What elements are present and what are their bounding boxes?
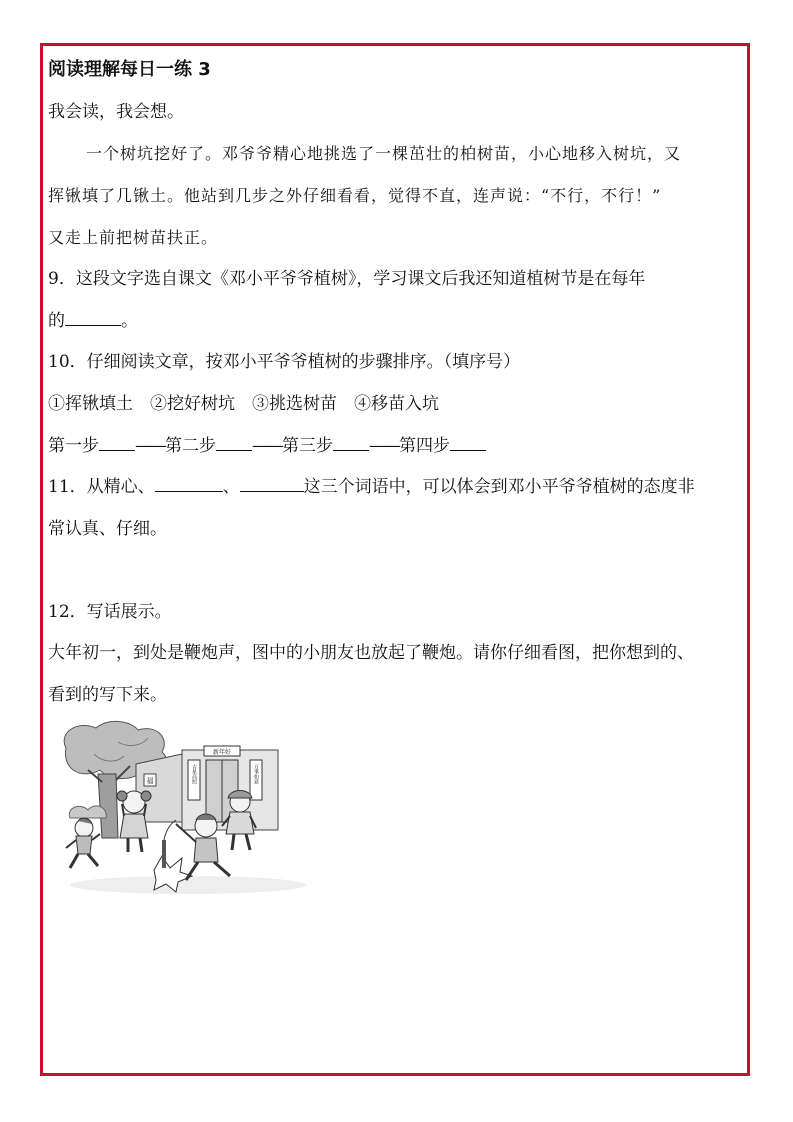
question-9-text: 9．这段文字选自课文《邓小平爷爷植树》，学习课文后我还知道植树节是在每年 (48, 269, 646, 289)
step-1-label: 第一步 (48, 436, 99, 456)
step-2-label: 第二步 (165, 436, 216, 456)
answer-blank-step-1[interactable] (99, 434, 135, 451)
passage-line-2: 挥锹填了几锹土。他站到几步之外仔细看看，觉得不直，连声说：“不行，不行！” (48, 186, 662, 205)
answer-blank-step-3[interactable] (333, 434, 369, 451)
answer-blank-q11-b[interactable] (240, 475, 304, 492)
question-12-prompt-line-1: 大年初一，到处是鞭炮声，图中的小朋友也放起了鞭炮。请你仔细看图，把你想到的、 (48, 643, 694, 663)
step-3-label: 第三步 (282, 436, 333, 456)
answer-blank-step-2[interactable] (216, 434, 252, 451)
dash-connector: —— (252, 436, 282, 456)
question-11-line-2: 常认真、仔细。 (48, 519, 167, 539)
dash-connector: —— (135, 436, 165, 456)
window-fu-label: 福 (146, 777, 154, 785)
question-12-prompt-line-2: 看到的写下来。 (48, 685, 167, 705)
step-4-label: 第四步 (399, 436, 450, 456)
passage-line-3: 又走上前把树苗扶正。 (48, 228, 219, 247)
answer-blank-q11-a[interactable] (155, 475, 223, 492)
running-child-icon (66, 818, 100, 868)
question-11-prefix: 11．从精心、 (48, 477, 155, 497)
answer-blank-q9[interactable] (65, 309, 121, 326)
question-11-suffix: 这三个词语中，可以体会到邓小平爷爷植树的态度非 (303, 477, 695, 497)
passage-line-1: 一个树坑挖好了。邓爷爷精心地挑选了一棵茁壮的柏树苗，小心地移入树坑，又 (86, 144, 682, 163)
intro-text: 我会读，我会想。 (48, 102, 184, 122)
dash-connector: —— (369, 436, 399, 456)
firecracker-illustration (58, 720, 310, 895)
question-9-answer-line (48, 309, 138, 333)
bush-icon (69, 806, 106, 818)
question-11-text (48, 475, 695, 499)
answer-blank-step-4[interactable] (450, 434, 486, 451)
page-title: 阅读理解每日一练 3 (48, 59, 211, 80)
sign-new-year-label: 新年好 (212, 749, 232, 756)
question-11-separator: 、 (222, 477, 240, 497)
question-10-text: 10．仔细阅读文章，按邓小平爷爷植树的步骤排序。（填序号） (48, 352, 521, 372)
question-9-prefix: 的 (48, 311, 65, 331)
question-10-steps (48, 434, 486, 458)
question-12-text: 12．写话展示。 (48, 602, 172, 622)
house-icon (136, 754, 182, 822)
question-10-options: ①挥锹填土 ②挖好树坑 ③挑选树苗 ④移苗入坑 (48, 394, 439, 414)
couplet-left-label: 吉星高照 (191, 764, 197, 784)
question-9-suffix: 。 (121, 311, 138, 331)
couplet-right-label: 万事如意 (253, 764, 259, 784)
